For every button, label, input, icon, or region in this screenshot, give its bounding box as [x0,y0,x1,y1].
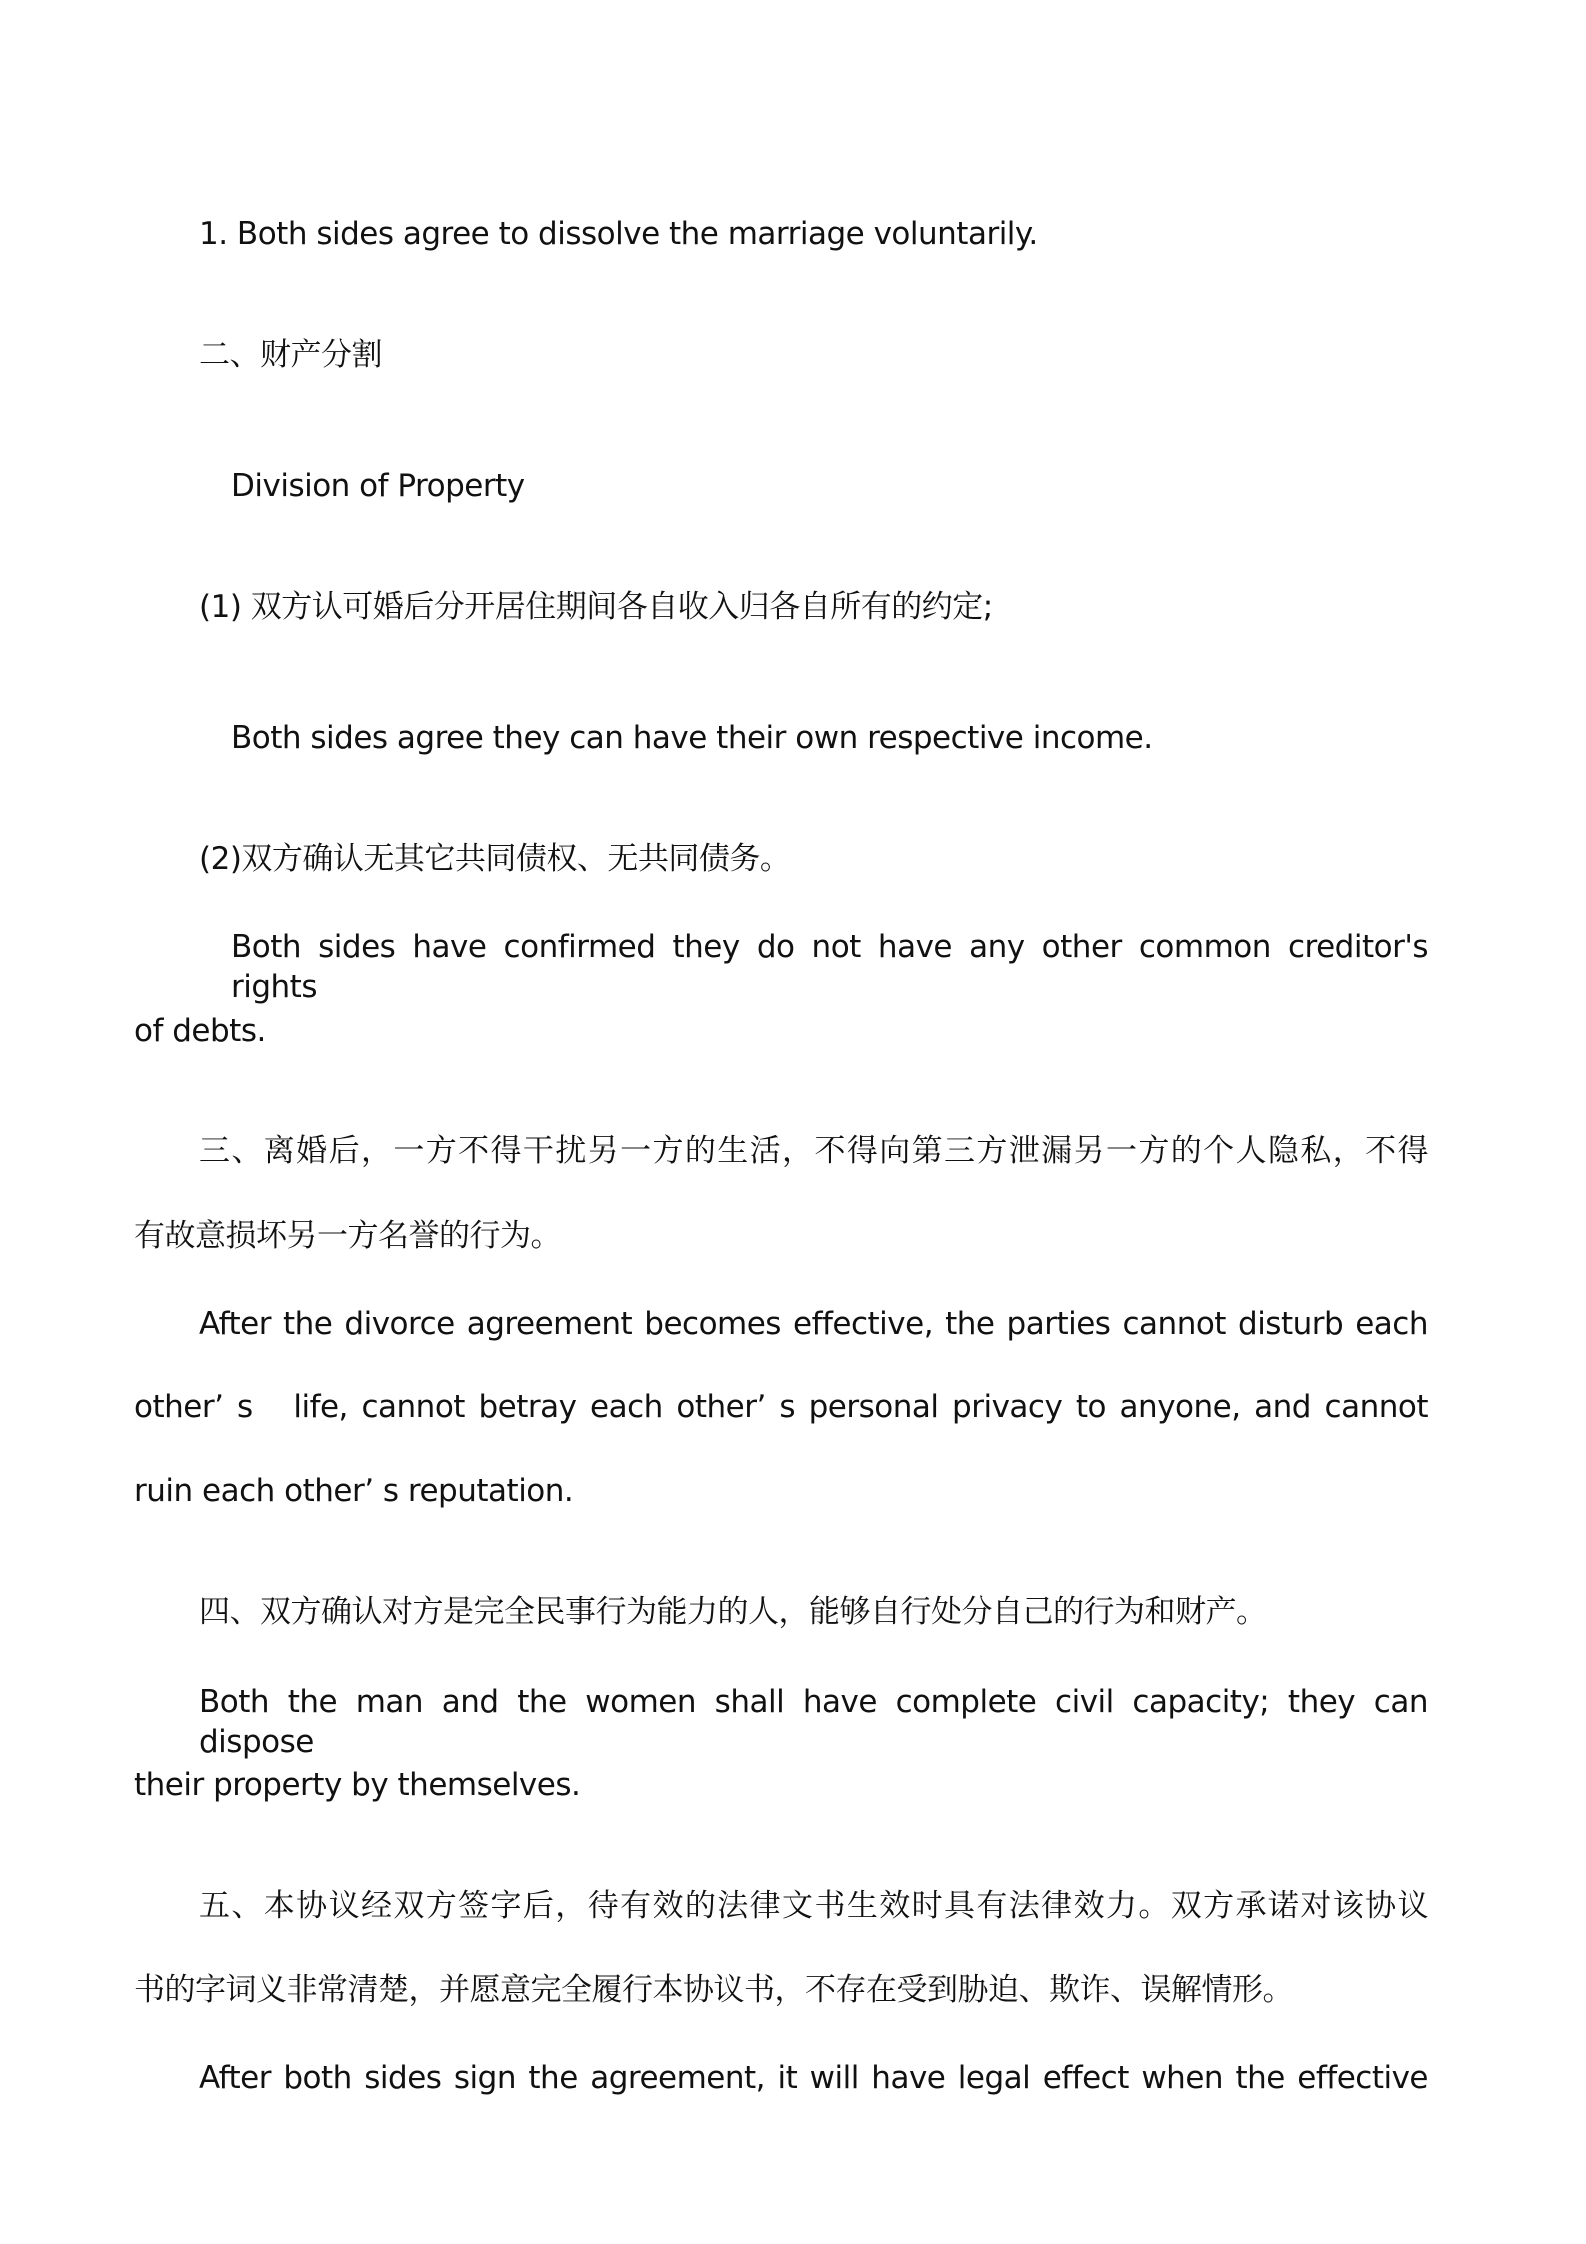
section-3-english-line2: other’ s life, cannot betray each other’ s personal privacy to anyone, and cannot [134,1389,1428,1425]
section-4-chinese: 四、双方确认对方是完全民事行为能力的人，能够自行处分自己的行为和财产。 [199,1594,1267,1630]
section-2-heading: 二、财产分割 [199,337,382,373]
section-3-english-line1: After the divorce agreement becomes effective, the parties cannot disturb each [199,1306,1428,1342]
clause-1-english: 1. Both sides agree to dissolve the marriage voluntarily. [199,216,1038,252]
section-5-chinese-line1: 五、本协议经双方签字后，待有效的法律文书生效时具有法律效力。双方承诺对该协议 [199,1888,1428,1924]
section-3-chinese-line1: 三、离婚后，一方不得干扰另一方的生活，不得向第三方泄漏另一方的个人隐私，不得 [199,1133,1428,1169]
section-5-chinese-line2: 书的字词义非常清楚，并愿意完全履行本协议书，不存在受到胁迫、欺诈、误解情形。 [134,1972,1293,2008]
section-3-english-line3: ruin each other’ s reputation. [134,1473,574,1509]
section-4-english-line1: Both the man and the women shall have complete civil capacity; they can dispose [199,1684,1428,1760]
item-1-english: Both sides agree they can have their own respective income. [231,720,1153,756]
item-1-chinese: (1) 双方认可婚后分开居住期间各自收入归各自所有的约定; [199,589,993,625]
section-3-chinese-line2: 有故意损坏另一方名誉的行为。 [134,1218,561,1254]
section-5-english-line1: After both sides sign the agreement, it will have legal effect when the effective [199,2060,1428,2096]
item-2-english-line1: Both sides have confirmed they do not have any other common creditor's rights [231,929,1428,1005]
section-2-heading-english: Division of Property [231,468,525,504]
item-2-chinese: (2)双方确认无其它共同债权、无共同债务。 [199,841,791,877]
item-2-english-line2: of debts. [134,1013,266,1049]
section-4-english-line2: their property by themselves. [134,1767,581,1803]
